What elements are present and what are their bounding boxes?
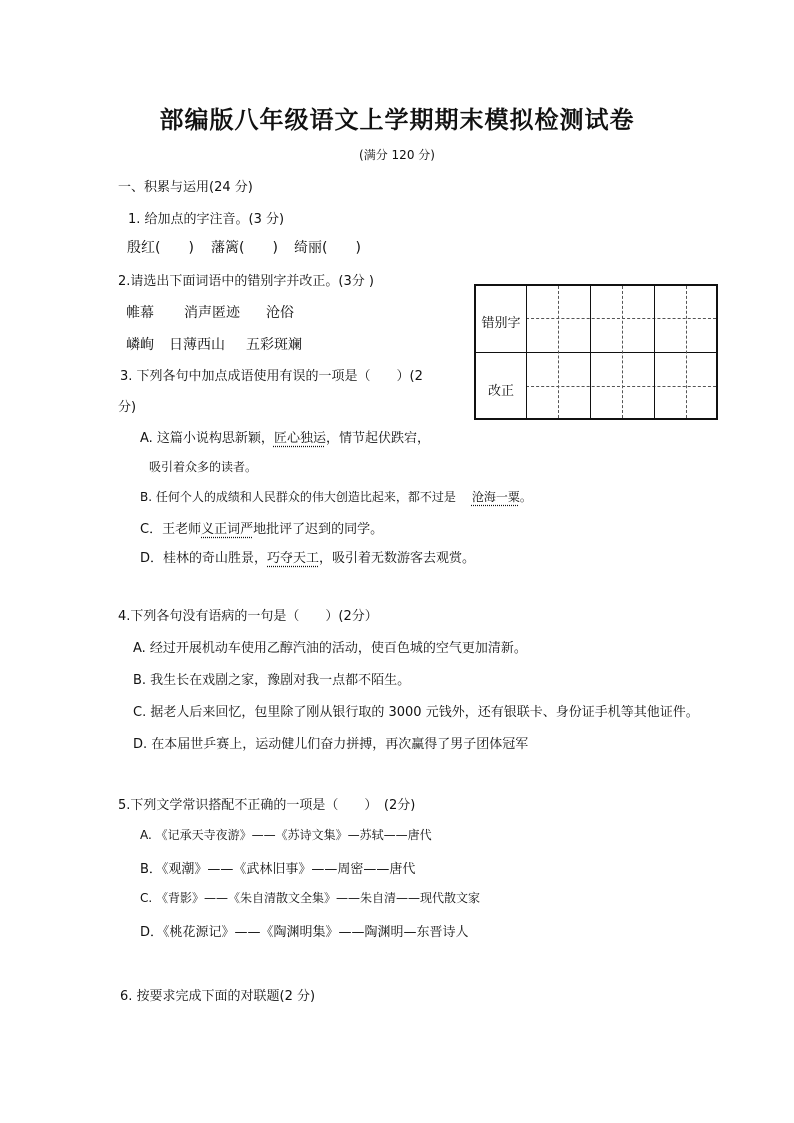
question-1-prompt: 1. 给加点的字注音。(3 分): [128, 212, 285, 227]
dotted-idiom: 义正词严: [201, 522, 254, 537]
option-text: 地批评了迟到的同学。: [253, 522, 384, 537]
dotted-idiom: 沧海一粟: [471, 490, 520, 504]
question-3-option-c: [140, 518, 383, 537]
correction-table: [474, 284, 718, 420]
question-5-option-b: B．《观潮》——《武林旧事》——周密——唐代: [140, 862, 416, 877]
question-3-option-b: [140, 488, 532, 505]
question-1-item: 藩篱( ): [211, 240, 278, 256]
question-3-option-d: [140, 547, 475, 566]
question-1-item: 殷红( ): [127, 240, 194, 256]
option-text: A. 这篇小说构思新颖，: [140, 431, 274, 446]
question-2-prompt: 2.请选出下面词语中的错别字并改正。(3分 ): [118, 274, 374, 289]
page-title: 部编版八年级语文上学期期末模拟检测试卷: [159, 106, 635, 134]
question-5-option-c: C. 《背影》——《朱自清散文全集》——朱自清——现代散文家: [140, 891, 481, 905]
question-3-prompt-cont: 分): [118, 400, 137, 415]
option-text: ，情节起伏跌宕，: [325, 431, 430, 446]
option-text: B. 任何个人的成绩和人民群众的伟大创造比起来，都不过是: [140, 490, 456, 504]
question-2-word: 日薄西山: [169, 337, 225, 353]
question-4-option-b: B. 我生长在戏剧之家，豫剧对我一点都不陌生。: [133, 673, 411, 688]
question-2-word: 嶙峋: [126, 337, 154, 353]
question-6-prompt: 6. 按要求完成下面的对联题(2 分): [120, 989, 316, 1004]
option-text: ，吸引着无数游客去观赏。: [319, 551, 476, 566]
question-1-item: 绮丽( ): [294, 240, 361, 256]
question-5-option-d: D．《桃花源记》——《陶渊明集》——陶渊明—东晋诗人: [140, 925, 469, 940]
dotted-idiom: 巧夺天工: [267, 551, 320, 566]
question-3-option-a: [140, 427, 430, 446]
question-2-word: 消声匿迹: [184, 305, 240, 321]
question-2-word: 帷幕: [126, 305, 154, 321]
option-text: C．王老师: [140, 522, 202, 537]
question-2-word: 五彩斑斓: [246, 337, 302, 353]
section-heading: 一、积累与运用(24 分): [118, 180, 253, 195]
question-3-prompt: 3. 下列各句中加点成语使用有误的一项是（ ）(2: [120, 369, 423, 384]
question-3-option-a-cont: 吸引着众多的读者。: [149, 460, 258, 474]
question-4-option-d: D. 在本届世乒赛上，运动健儿们奋力拼搏，再次赢得了男子团体冠军: [133, 737, 529, 752]
option-text: 。: [519, 490, 532, 504]
question-4-option-c: C. 据老人后来回忆，包里除了刚从银行取的 3000 元钱外，还有银联卡、身份证手机等其他证件。: [133, 705, 699, 720]
table-label-correct: 改正: [487, 384, 514, 399]
question-2-word: 沧俗: [266, 305, 294, 321]
question-5-option-a: A. 《记承天寺夜游》——《苏诗文集》—苏轼——唐代: [140, 828, 432, 842]
dotted-idiom: 匠心独运: [273, 431, 326, 446]
question-4-prompt: 4.下列各句没有语病的一句是（ ）(2分）: [118, 609, 378, 624]
question-5-prompt: 5.下列文学常识搭配不正确的一项是（ ） (2分): [118, 798, 416, 813]
question-4-option-a: A. 经过开展机动车使用乙醇汽油的活动，使百色城的空气更加清新。: [133, 641, 527, 656]
option-text: D．桂林的奇山胜景，: [140, 551, 268, 566]
table-label-wrong: 错别字: [481, 316, 521, 331]
page-subtitle: (满分 120 分): [359, 148, 435, 162]
